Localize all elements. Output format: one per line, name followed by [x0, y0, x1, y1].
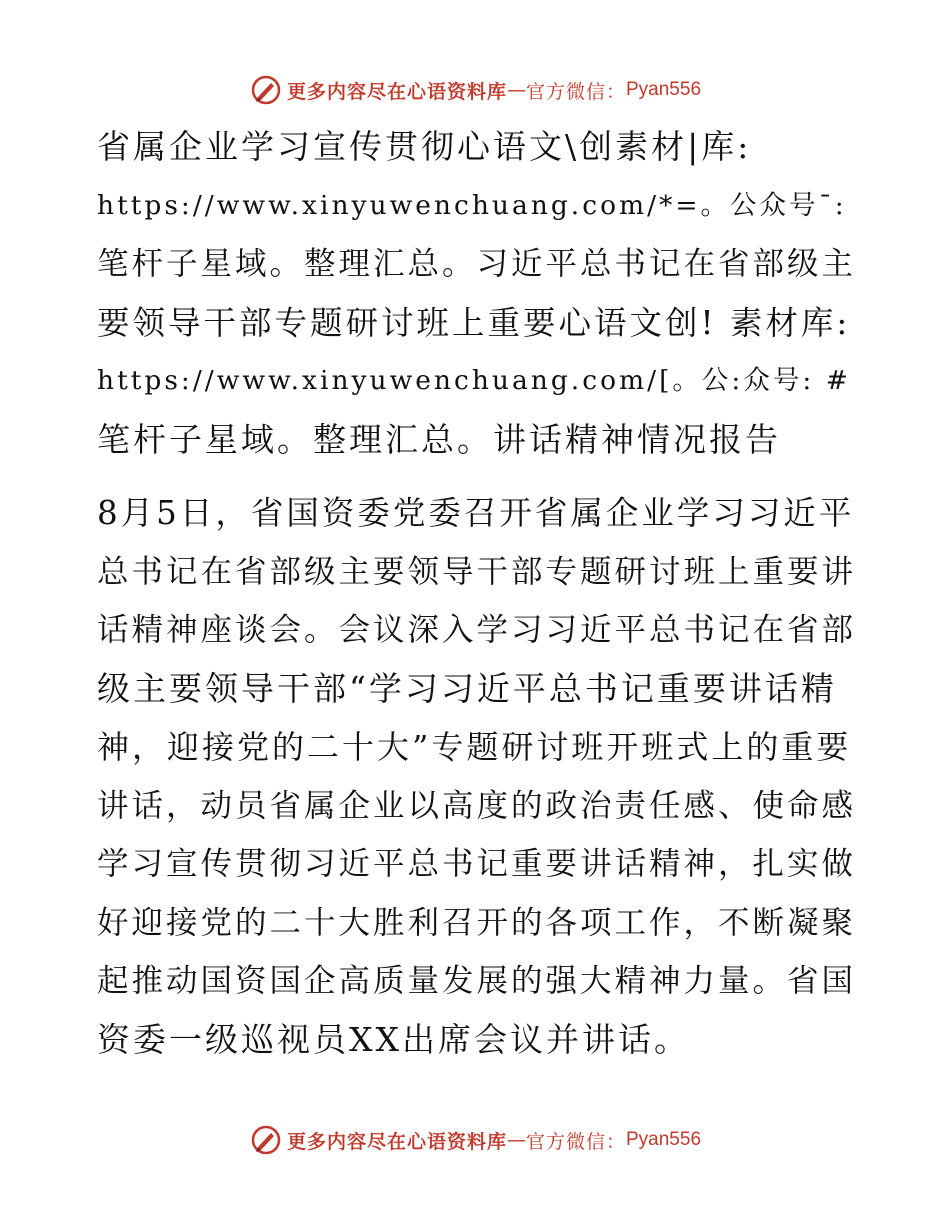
banner-weixin-label: 官方微信：: [525, 1130, 626, 1153]
banner-weixin-id: Pyan556: [626, 1129, 702, 1150]
text-line: 总书记在省部级主要领导干部专题研讨班上重要讲: [97, 553, 857, 590]
text-line: 笔杆子星域。整理汇总。习近平总书记在省部级主: [97, 246, 857, 282]
pen-logo-icon: [249, 1123, 283, 1157]
banner-separator: —: [506, 79, 526, 101]
paragraph-intro: [97, 118, 857, 469]
text-line: 学习宣传贯彻习近平总书记重要讲话精神，扎实做: [97, 846, 857, 882]
pen-logo-icon: [249, 73, 283, 107]
text-line: 起推动国资国企高质量发展的强大精神力量。省国: [97, 963, 857, 999]
text-line: 级主要领导干部“学习习近平总书记重要讲话精: [97, 668, 837, 708]
banner-main-text: 更多内容尽在心语资料库: [286, 80, 507, 103]
paragraph-body: [97, 484, 857, 1069]
text-line: 话精神座谈会。会议深入学习习近平总书记在省部: [97, 612, 857, 648]
text-line: 讲话，动员省属企业以高度的政治责任感、使命感: [97, 787, 857, 824]
banner-main-text: 更多内容尽在心语资料库: [286, 1130, 507, 1153]
text-line: https://www.xinyuwenchuang.com/[。公:众号: #: [97, 365, 851, 396]
text-line: 好迎接党的二十大胜利召开的各项工作，不断凝聚: [97, 904, 857, 941]
banner-weixin-label: 官方微信：: [525, 80, 626, 103]
footer-banner: [0, 1120, 950, 1160]
text-line: 笔杆子星域。整理汇总。讲话精神情况报告: [97, 419, 781, 459]
banner-separator: —: [506, 1129, 526, 1151]
text-line: 神，迎接党的二十大”专题研讨班开班式上的重要: [97, 728, 852, 766]
text-line: 资委一级巡视员XX出席会议并讲话。: [97, 1019, 690, 1059]
text-line: https://www.xinyuwenchuang.com/*=。公众号¯:: [97, 189, 847, 221]
banner-weixin-id: Pyan556: [626, 79, 702, 100]
text-line: 省属企业学习宣传贯彻心语文\创素材|库:: [97, 127, 752, 166]
text-line: 要领导干部专题研讨班上重要心语文创! 素材库:: [97, 303, 851, 342]
text-line: 8月5日，省国资委党委召开省属企业学习习近平: [97, 494, 855, 532]
header-banner: [0, 70, 950, 110]
